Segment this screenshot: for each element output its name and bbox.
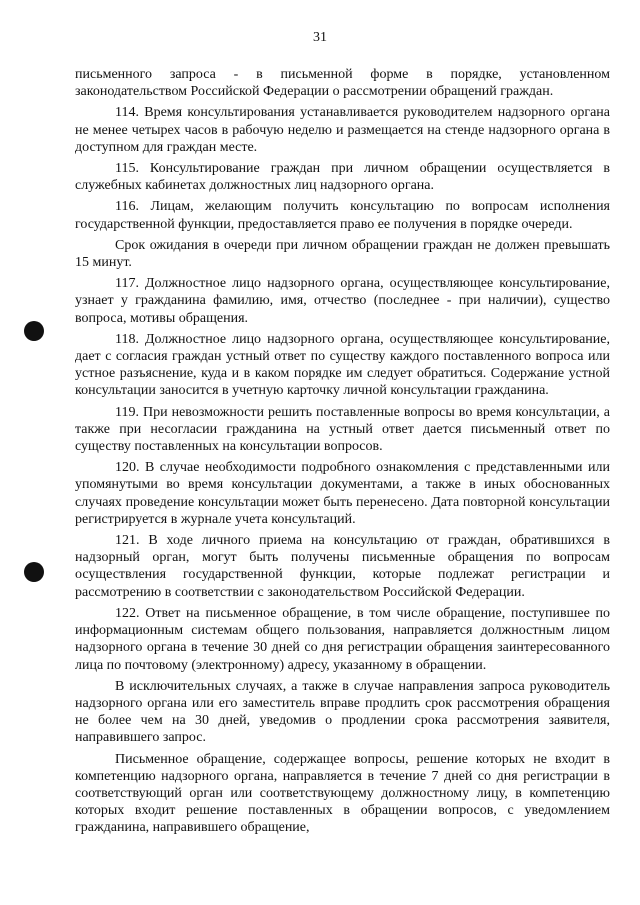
paragraph-continuation: письменного запроса - в письменной форме в порядке, установленном законодательством Российской Федерации о рассмотрении обращений граждан. <box>75 67 610 100</box>
paragraph-122-extension: В исключительных случаях, а также в случае направления запроса руководитель надзорного органа или его заместитель вправе продлить срок рассмотрения обращения не более чем на 30 дней, уведомив о продлении срока рассмотрения заявителя, направившего запрос. <box>75 678 610 746</box>
paragraph-116: 116. Лицам, желающим получить консультацию по вопросам исполнения государственной функции, предоставляется право ее получения в порядке очереди. <box>75 199 610 232</box>
page-number: 31 <box>313 30 327 45</box>
paragraph-121: 121. В ходе личного приема на консультацию от граждан, обратившихся в надзорный орган, могут быть получены письменные обращения по вопросам осуществления государственной функции, которые подлежат регистрации и рассмотрению в соответствии с законодательством Российской Федерации. <box>75 533 610 600</box>
paragraph-117: 117. Должностное лицо надзорного органа, осуществляющее консультирование, узнает у гражданина фамилию, имя, отчество (последнее - при наличии), существо вопроса, мотивы обращения. <box>75 276 610 326</box>
punch-hole-mark <box>24 321 44 341</box>
paragraph-114: 114. Время консультирования устанавливается руководителем надзорного органа не менее четырех часов в рабочую неделю и размещается на стенде надзорного органа в доступном для граждан месте. <box>75 105 610 155</box>
punch-hole-mark <box>24 562 44 582</box>
paragraph-120: 120. В случае необходимости подробного ознакомления с представленными или упомянутыми во время консультации документами, а также в иных обоснованных случаях проведение консультации может быть перенесено. Дата повторной консультации регистрируется в журнале учета консультаций. <box>75 460 610 527</box>
paragraph-118: 118. Должностное лицо надзорного органа, осуществляющее консультирование, дает с согласия граждан устный ответ по существу каждого поставленного вопроса или устное разъяснение, куда и в каком порядке им следует обратиться. Содержание устной консультации заносится в учетную карточку личной консультации гражданина. <box>75 331 610 399</box>
paragraph-119: 119. При невозможности решить поставленные вопросы во время консультации, а также при несогласии гражданина на устный ответ дается письменный ответ по существу поставленных на консультации вопросов. <box>75 404 610 455</box>
paragraph-115: 115. Консультирование граждан при личном обращении осуществляется в служебных кабинетах должностных лиц надзорного органа. <box>75 161 610 194</box>
paragraph-122: 122. Ответ на письменное обращение, в том числе обращение, поступившее по информационным системам общего пользования, направляется должностным лицом надзорного органа в течение 30 дней со дня регистрации обращения заинтересованного лица по почтовому (электронному) адресу, указанному в обращении. <box>75 605 610 673</box>
paragraph-116-wait-time: Срок ожидания в очереди при личном обращении граждан не должен превышать 15 минут. <box>75 237 610 271</box>
paragraph-122-redirect: Письменное обращение, содержащее вопросы, решение которых не входит в компетенцию надзорного органа, направляется в течение 7 дней со дня регистрации в соответствующий орган или соответствующему должностному лицу, в компетенцию которых входит решение поставленных в обращении вопросов, с уведомлением гражданина, направившего обращение, <box>75 751 610 836</box>
document-body <box>75 66 610 837</box>
